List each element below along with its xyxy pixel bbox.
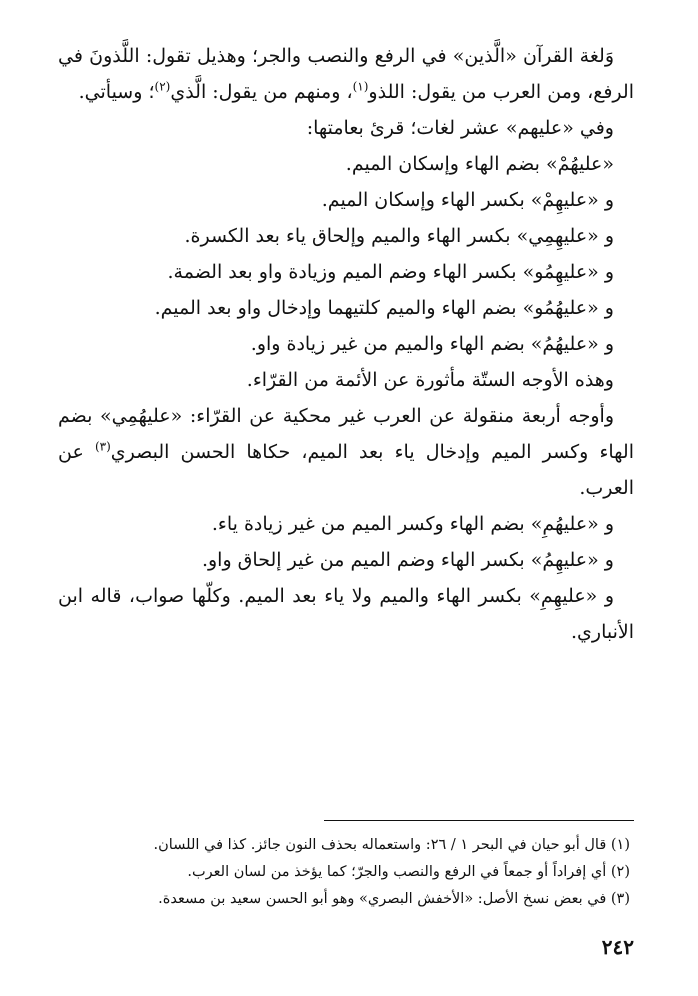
paragraph-text: وفي «عليهم» عشر لغات؛ قرئ بعامتها: [306, 117, 614, 139]
paragraph [58, 146, 634, 182]
paragraph-text: و «عليهِمُ» بكسر الهاء وضم الميم من غير إلحاق واو. [201, 549, 614, 571]
paragraph-text: و «عليهِمِ» بكسر الهاء والميم ولا ياء بعد الميم. وكلّها صواب، قاله ابن الأنباري. [58, 585, 634, 643]
paragraph [58, 506, 634, 542]
paragraph-text: وأوجه أربعة منقولة عن العرب غير محكية عن القرّاء: «عليهُمِي» بضم الهاء وكسر الميم وإدخال ياء بعد الميم، حكاها الحسن البصري [58, 405, 634, 463]
paragraph-text: «عليهُمْ» بضم الهاء وإسكان الميم. [345, 153, 614, 175]
paragraph-text: وهذه الأوجه الستّة مأثورة عن الأئمة من القرّاء. [246, 369, 614, 391]
main-text [58, 38, 634, 650]
footnote: (٢) أي إفراداً أو جمعاً في الرفع والنصب والجرّ؛ كما يؤخذ من لسان العرب. [187, 864, 630, 880]
footnote: (٣) في بعض نسخ الأصل: «الأخفش البصري» وهو أبو الحسن سعيد بن مسعدة. [158, 891, 630, 907]
paragraph-text: عن العرب. [58, 441, 634, 499]
paragraph-text: و «عليهِمِي» بكسر الهاء والميم وإلحاق ياء بعد الكسرة. [184, 225, 614, 247]
paragraph [58, 398, 634, 506]
paragraph [58, 218, 634, 254]
page-number: ٢٤٢ [601, 935, 634, 959]
footnotes [60, 832, 630, 913]
paragraph-text: و «عليهُمُ» بضم الهاء والميم من غير زيادة واو. [250, 333, 614, 355]
paragraph-text: ، ومنهم من يقول: الَّذي [170, 81, 353, 103]
paragraph [58, 290, 634, 326]
paragraph-text: و «عليهُمُو» بضم الهاء والميم كلتيهما وإدخال واو بعد الميم. [154, 297, 614, 319]
paragraph [58, 182, 634, 218]
paragraph [58, 578, 634, 650]
paragraph-text: و «عليهِمُو» بكسر الهاء وضم الميم وزيادة واو بعد الضمة. [167, 261, 614, 283]
footnote-separator [324, 820, 634, 821]
paragraph [58, 110, 634, 146]
footnote: (١) قال أبو حيان في البحر ١ / ٢٦: واستعماله بحذف النون جائز. كذا في اللسان. [153, 837, 630, 853]
paragraph-text: و «عليهِمْ» بكسر الهاء وإسكان الميم. [321, 189, 614, 211]
paragraph [58, 362, 634, 398]
footnote-reference: (١) [352, 79, 369, 94]
paragraph [58, 542, 634, 578]
paragraph-text: ؛ وسيأتي. [78, 81, 155, 103]
paragraph [58, 326, 634, 362]
footnote-reference: (٢) [154, 79, 171, 94]
paragraph-text: وَلغة القرآن «الَّذين» في الرفع والنصب والجر؛ وهذيل تقول: اللَّذونَ في الرفع، ومن العرب من يقول: اللذو [58, 45, 634, 103]
paragraph-text: و «عليهُمِ» بضم الهاء وكسر الميم من غير زيادة ياء. [211, 513, 614, 535]
paragraph [58, 254, 634, 290]
footnote-reference: (٣) [94, 439, 111, 454]
paragraph [58, 38, 634, 110]
